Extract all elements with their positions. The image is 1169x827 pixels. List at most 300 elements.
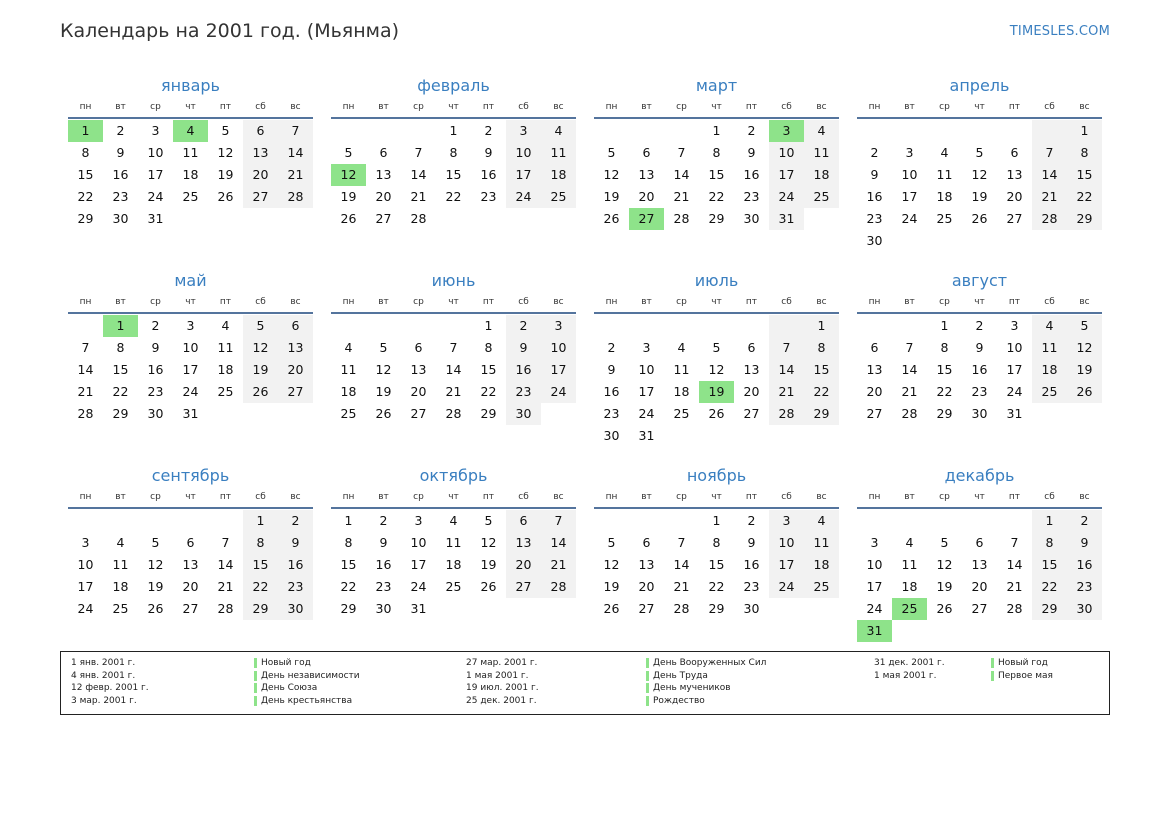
weekday-label: чт bbox=[185, 297, 196, 307]
empty-day-cell bbox=[997, 120, 1032, 142]
day-cell: 5 bbox=[940, 535, 949, 550]
day-cell: 25 bbox=[182, 189, 199, 204]
weekday-label: пн bbox=[605, 492, 618, 502]
holiday-day-cell: 4 bbox=[173, 120, 208, 142]
weekday-label: сб bbox=[1044, 297, 1055, 307]
day-cell: 4 bbox=[541, 120, 576, 142]
day-cell: 17 bbox=[866, 579, 883, 594]
legend-holiday-name: День Вооруженных Сил bbox=[653, 658, 767, 668]
day-cell: 12 bbox=[971, 167, 988, 182]
month-block bbox=[857, 465, 1102, 660]
day-cell: 30 bbox=[743, 601, 760, 616]
day-cell: 2 bbox=[278, 510, 313, 532]
day-cell: 20 bbox=[638, 189, 655, 204]
empty-day-cell bbox=[103, 510, 138, 532]
day-cell: 2 bbox=[747, 513, 756, 528]
day-cell: 20 bbox=[243, 164, 278, 186]
empty-day-cell bbox=[892, 120, 927, 142]
day-cell: 16 bbox=[866, 189, 883, 204]
day-cell: 28 bbox=[1032, 208, 1067, 230]
legend-date: 1 мая 2001 г. bbox=[874, 670, 937, 681]
day-cell: 19 bbox=[340, 189, 357, 204]
day-cell: 6 bbox=[870, 340, 879, 355]
day-cell: 14 bbox=[541, 532, 576, 554]
day-cell: 11 bbox=[445, 535, 462, 550]
weekday-label: вт bbox=[641, 102, 652, 112]
day-cell: 4 bbox=[804, 120, 839, 142]
day-cell: 2 bbox=[747, 123, 756, 138]
weekday-label: ср bbox=[413, 492, 424, 502]
legend-date: 19 июл. 2001 г. bbox=[466, 683, 539, 694]
day-cell: 9 bbox=[379, 535, 388, 550]
weekday-label: вт bbox=[115, 102, 126, 112]
day-cell: 4 bbox=[221, 318, 230, 333]
day-cell: 2 bbox=[116, 123, 125, 138]
weekday-label: чт bbox=[974, 492, 985, 502]
day-cell: 12 bbox=[375, 362, 392, 377]
day-cell: 8 bbox=[712, 535, 721, 550]
day-cell: 10 bbox=[769, 532, 804, 554]
day-cell: 20 bbox=[743, 384, 760, 399]
day-cell: 21 bbox=[673, 579, 690, 594]
legend-date: 1 мая 2001 г. bbox=[466, 670, 529, 681]
day-cell: 28 bbox=[278, 186, 313, 208]
day-cell: 3 bbox=[769, 510, 804, 532]
day-cell: 28 bbox=[769, 403, 804, 425]
day-cell: 27 bbox=[278, 381, 313, 403]
month-name: сентябрь bbox=[151, 466, 230, 485]
days-grid bbox=[68, 120, 313, 230]
weekday-label: вс bbox=[290, 297, 301, 307]
empty-day-cell bbox=[664, 315, 699, 337]
day-cell: 14 bbox=[901, 362, 918, 377]
day-cell: 11 bbox=[901, 557, 918, 572]
day-cell: 27 bbox=[182, 601, 199, 616]
day-cell: 28 bbox=[445, 406, 462, 421]
day-cell: 15 bbox=[708, 167, 725, 182]
day-cell: 30 bbox=[866, 233, 883, 248]
day-cell: 7 bbox=[677, 145, 686, 160]
legend-holiday-name: Новый год bbox=[261, 658, 311, 668]
day-cell: 2 bbox=[379, 513, 388, 528]
day-cell: 6 bbox=[379, 145, 388, 160]
weekday-label: сб bbox=[255, 102, 266, 112]
day-cell: 22 bbox=[340, 579, 357, 594]
day-cell: 13 bbox=[410, 362, 427, 377]
day-cell: 20 bbox=[638, 579, 655, 594]
day-cell: 19 bbox=[243, 359, 278, 381]
day-cell: 28 bbox=[77, 406, 94, 421]
weekday-header bbox=[594, 292, 839, 314]
weekday-label: вс bbox=[1079, 492, 1090, 502]
day-cell: 20 bbox=[506, 554, 541, 576]
weekday-label: ср bbox=[150, 297, 161, 307]
day-cell: 17 bbox=[182, 362, 199, 377]
day-cell: 3 bbox=[506, 120, 541, 142]
day-cell: 3 bbox=[642, 340, 651, 355]
day-cell: 4 bbox=[677, 340, 686, 355]
weekday-label: вт bbox=[641, 297, 652, 307]
day-cell: 5 bbox=[975, 145, 984, 160]
day-cell: 11 bbox=[182, 145, 199, 160]
day-cell: 7 bbox=[1010, 535, 1019, 550]
day-cell: 1 bbox=[712, 513, 721, 528]
day-cell: 24 bbox=[77, 601, 94, 616]
day-cell: 7 bbox=[414, 145, 423, 160]
day-cell: 6 bbox=[186, 535, 195, 550]
day-cell: 15 bbox=[77, 167, 94, 182]
day-cell: 29 bbox=[1032, 598, 1067, 620]
legend-holiday-name: День Труда bbox=[653, 670, 708, 681]
day-cell: 30 bbox=[506, 403, 541, 425]
day-cell: 31 bbox=[147, 211, 164, 226]
day-cell: 15 bbox=[1067, 164, 1102, 186]
month-block bbox=[68, 270, 313, 465]
day-cell: 5 bbox=[1067, 315, 1102, 337]
weekday-label: сб bbox=[518, 297, 529, 307]
empty-day-cell bbox=[892, 315, 927, 337]
day-cell: 27 bbox=[638, 601, 655, 616]
holiday-day-cell: 1 bbox=[103, 315, 138, 337]
day-cell: 1 bbox=[243, 510, 278, 532]
day-cell: 15 bbox=[445, 167, 462, 182]
day-cell: 18 bbox=[340, 384, 357, 399]
empty-day-cell bbox=[857, 315, 892, 337]
day-cell: 14 bbox=[1006, 557, 1023, 572]
day-cell: 6 bbox=[243, 120, 278, 142]
day-cell: 19 bbox=[375, 384, 392, 399]
day-cell: 10 bbox=[901, 167, 918, 182]
weekday-header bbox=[68, 487, 313, 509]
days-grid bbox=[857, 315, 1102, 425]
weekday-label: сб bbox=[255, 492, 266, 502]
legend-holiday-name: День крестьянства bbox=[261, 695, 353, 706]
weekday-label: вт bbox=[641, 492, 652, 502]
day-cell: 14 bbox=[410, 167, 427, 182]
weekday-label: вт bbox=[115, 297, 126, 307]
empty-day-cell bbox=[331, 120, 366, 142]
empty-day-cell bbox=[629, 120, 664, 142]
weekday-label: пн bbox=[868, 297, 881, 307]
day-cell: 14 bbox=[217, 557, 234, 572]
day-cell: 30 bbox=[743, 211, 760, 226]
day-cell: 27 bbox=[243, 186, 278, 208]
legend-holiday-name: Рождество bbox=[653, 695, 705, 706]
day-cell: 12 bbox=[480, 535, 497, 550]
day-cell: 29 bbox=[708, 601, 725, 616]
day-cell: 1 bbox=[484, 318, 493, 333]
day-cell: 3 bbox=[186, 318, 195, 333]
day-cell: 10 bbox=[541, 337, 576, 359]
weekday-label: ср bbox=[676, 102, 687, 112]
empty-day-cell bbox=[962, 120, 997, 142]
month-name: декабрь bbox=[944, 466, 1015, 485]
weekday-label: сб bbox=[781, 492, 792, 502]
days-grid bbox=[68, 315, 313, 425]
day-cell: 6 bbox=[1010, 145, 1019, 160]
month-block bbox=[68, 465, 313, 660]
day-cell: 13 bbox=[506, 532, 541, 554]
day-cell: 1 bbox=[1032, 510, 1067, 532]
weekday-label: ср bbox=[413, 297, 424, 307]
day-cell: 15 bbox=[936, 362, 953, 377]
day-cell: 20 bbox=[410, 384, 427, 399]
day-cell: 10 bbox=[769, 142, 804, 164]
day-cell: 3 bbox=[870, 535, 879, 550]
weekday-label: ср bbox=[939, 102, 950, 112]
day-cell: 19 bbox=[603, 189, 620, 204]
day-cell: 24 bbox=[410, 579, 427, 594]
empty-day-cell bbox=[366, 315, 401, 337]
month-name: апрель bbox=[949, 76, 1010, 95]
day-cell: 23 bbox=[1067, 576, 1102, 598]
day-cell: 13 bbox=[243, 142, 278, 164]
day-cell: 24 bbox=[769, 186, 804, 208]
site-link[interactable]: TIMESLES.COM bbox=[1009, 24, 1110, 39]
weekday-label: чт bbox=[711, 297, 722, 307]
empty-day-cell bbox=[769, 315, 804, 337]
empty-day-cell bbox=[664, 510, 699, 532]
day-cell: 20 bbox=[278, 359, 313, 381]
weekday-header bbox=[68, 97, 313, 119]
day-cell: 22 bbox=[1067, 186, 1102, 208]
day-cell: 12 bbox=[243, 337, 278, 359]
day-cell: 30 bbox=[112, 211, 129, 226]
day-cell: 25 bbox=[445, 579, 462, 594]
weekday-label: пт bbox=[482, 297, 495, 307]
day-cell: 26 bbox=[971, 211, 988, 226]
legend-date: 31 дек. 2001 г. bbox=[874, 658, 945, 668]
weekday-header bbox=[68, 292, 313, 314]
month-block bbox=[857, 270, 1102, 465]
holiday-day-cell: 12 bbox=[331, 164, 366, 186]
weekday-label: пн bbox=[605, 297, 618, 307]
weekday-label: чт bbox=[711, 102, 722, 112]
day-cell: 24 bbox=[769, 576, 804, 598]
weekday-label: ср bbox=[939, 492, 950, 502]
holiday-day-cell: 31 bbox=[857, 620, 892, 642]
day-cell: 30 bbox=[1067, 598, 1102, 620]
day-cell: 2 bbox=[151, 318, 160, 333]
day-cell: 5 bbox=[712, 340, 721, 355]
month-block bbox=[857, 75, 1102, 270]
day-cell: 25 bbox=[1032, 381, 1067, 403]
empty-day-cell bbox=[1032, 120, 1067, 142]
day-cell: 26 bbox=[243, 381, 278, 403]
day-cell: 26 bbox=[1067, 381, 1102, 403]
holiday-day-cell: 27 bbox=[629, 208, 664, 230]
day-cell: 16 bbox=[112, 167, 129, 182]
day-cell: 11 bbox=[112, 557, 129, 572]
day-cell: 5 bbox=[379, 340, 388, 355]
day-cell: 2 bbox=[607, 340, 616, 355]
day-cell: 17 bbox=[901, 189, 918, 204]
weekday-label: чт bbox=[448, 297, 459, 307]
day-cell: 26 bbox=[147, 601, 164, 616]
day-cell: 26 bbox=[480, 579, 497, 594]
day-cell: 9 bbox=[278, 532, 313, 554]
days-grid bbox=[331, 510, 576, 620]
day-cell: 2 bbox=[870, 145, 879, 160]
day-cell: 1 bbox=[712, 123, 721, 138]
empty-day-cell bbox=[997, 510, 1032, 532]
day-cell: 9 bbox=[607, 362, 616, 377]
day-cell: 4 bbox=[804, 510, 839, 532]
empty-day-cell bbox=[436, 315, 471, 337]
day-cell: 23 bbox=[480, 189, 497, 204]
weekday-label: сб bbox=[1044, 102, 1055, 112]
day-cell: 9 bbox=[151, 340, 160, 355]
day-cell: 23 bbox=[866, 211, 883, 226]
day-cell: 4 bbox=[344, 340, 353, 355]
day-cell: 25 bbox=[340, 406, 357, 421]
day-cell: 5 bbox=[344, 145, 353, 160]
day-cell: 5 bbox=[221, 123, 230, 138]
day-cell: 23 bbox=[375, 579, 392, 594]
day-cell: 6 bbox=[278, 315, 313, 337]
day-cell: 2 bbox=[975, 318, 984, 333]
day-cell: 27 bbox=[866, 406, 883, 421]
day-cell: 16 bbox=[278, 554, 313, 576]
holiday-day-cell: 19 bbox=[699, 381, 734, 403]
day-cell: 9 bbox=[484, 145, 493, 160]
weekday-label: чт bbox=[448, 102, 459, 112]
day-cell: 3 bbox=[414, 513, 423, 528]
day-cell: 4 bbox=[449, 513, 458, 528]
day-cell: 16 bbox=[480, 167, 497, 182]
month-name: октябрь bbox=[419, 466, 488, 485]
weekday-label: вс bbox=[1079, 102, 1090, 112]
day-cell: 25 bbox=[804, 576, 839, 598]
day-cell: 24 bbox=[541, 381, 576, 403]
day-cell: 22 bbox=[480, 384, 497, 399]
day-cell: 17 bbox=[1006, 362, 1023, 377]
day-cell: 21 bbox=[541, 554, 576, 576]
day-cell: 10 bbox=[410, 535, 427, 550]
day-cell: 27 bbox=[506, 576, 541, 598]
days-grid bbox=[594, 510, 839, 620]
day-cell: 23 bbox=[743, 579, 760, 594]
empty-day-cell bbox=[892, 510, 927, 532]
weekday-label: сб bbox=[518, 102, 529, 112]
day-cell: 21 bbox=[445, 384, 462, 399]
day-cell: 30 bbox=[147, 406, 164, 421]
day-cell: 13 bbox=[375, 167, 392, 182]
day-cell: 7 bbox=[677, 535, 686, 550]
day-cell: 30 bbox=[375, 601, 392, 616]
empty-day-cell bbox=[173, 510, 208, 532]
weekday-header bbox=[857, 292, 1102, 314]
day-cell: 24 bbox=[866, 601, 883, 616]
day-cell: 31 bbox=[638, 428, 655, 443]
weekday-header bbox=[331, 292, 576, 314]
holiday-legend bbox=[60, 651, 1110, 715]
empty-day-cell bbox=[138, 510, 173, 532]
day-cell: 31 bbox=[182, 406, 199, 421]
day-cell: 20 bbox=[182, 579, 199, 594]
day-cell: 24 bbox=[638, 406, 655, 421]
day-cell: 17 bbox=[147, 167, 164, 182]
page-title: Календарь на 2001 год. (Мьянма) bbox=[60, 20, 400, 42]
day-cell: 1 bbox=[940, 318, 949, 333]
day-cell: 12 bbox=[936, 557, 953, 572]
day-cell: 21 bbox=[410, 189, 427, 204]
day-cell: 15 bbox=[708, 557, 725, 572]
day-cell: 1 bbox=[1067, 120, 1102, 142]
weekday-header bbox=[331, 97, 576, 119]
day-cell: 9 bbox=[975, 340, 984, 355]
day-cell: 8 bbox=[804, 337, 839, 359]
day-cell: 25 bbox=[936, 211, 953, 226]
legend-date: 12 февр. 2001 г. bbox=[71, 683, 149, 694]
day-cell: 7 bbox=[769, 337, 804, 359]
day-cell: 31 bbox=[410, 601, 427, 616]
day-cell: 19 bbox=[480, 557, 497, 572]
day-cell: 26 bbox=[217, 189, 234, 204]
day-cell: 3 bbox=[1010, 318, 1019, 333]
day-cell: 22 bbox=[112, 384, 129, 399]
day-cell: 5 bbox=[243, 315, 278, 337]
day-cell: 29 bbox=[480, 406, 497, 421]
day-cell: 20 bbox=[375, 189, 392, 204]
weekday-label: вт bbox=[378, 102, 389, 112]
day-cell: 10 bbox=[638, 362, 655, 377]
legend-date: 1 янв. 2001 г. bbox=[71, 658, 136, 668]
day-cell: 14 bbox=[445, 362, 462, 377]
weekday-label: пт bbox=[745, 492, 758, 502]
weekday-label: чт bbox=[185, 102, 196, 112]
day-cell: 1 bbox=[344, 513, 353, 528]
days-grid bbox=[331, 120, 576, 230]
month-name: август bbox=[951, 271, 1008, 290]
day-cell: 22 bbox=[77, 189, 94, 204]
day-cell: 25 bbox=[217, 384, 234, 399]
day-cell: 8 bbox=[81, 145, 90, 160]
month-name: январь bbox=[161, 76, 220, 95]
day-cell: 17 bbox=[410, 557, 427, 572]
weekday-label: сб bbox=[781, 102, 792, 112]
month-name: июль bbox=[694, 271, 739, 290]
weekday-label: пт bbox=[219, 297, 232, 307]
day-cell: 28 bbox=[1006, 601, 1023, 616]
day-cell: 19 bbox=[603, 579, 620, 594]
weekday-label: ср bbox=[150, 102, 161, 112]
day-cell: 22 bbox=[708, 579, 725, 594]
weekday-label: вс bbox=[553, 102, 564, 112]
day-cell: 25 bbox=[112, 601, 129, 616]
day-cell: 21 bbox=[673, 189, 690, 204]
day-cell: 29 bbox=[77, 211, 94, 226]
weekday-header bbox=[857, 97, 1102, 119]
legend-holiday-name: День независимости bbox=[261, 670, 360, 681]
day-cell: 27 bbox=[971, 601, 988, 616]
day-cell: 31 bbox=[1006, 406, 1023, 421]
empty-day-cell bbox=[734, 315, 769, 337]
day-cell: 11 bbox=[936, 167, 953, 182]
weekday-label: ср bbox=[150, 492, 161, 502]
day-cell: 18 bbox=[804, 164, 839, 186]
day-cell: 11 bbox=[804, 532, 839, 554]
weekday-label: пн bbox=[868, 492, 881, 502]
legend-holiday-name: День мучеников bbox=[653, 683, 731, 694]
day-cell: 7 bbox=[541, 510, 576, 532]
day-cell: 15 bbox=[340, 557, 357, 572]
day-cell: 17 bbox=[769, 554, 804, 576]
day-cell: 26 bbox=[603, 211, 620, 226]
day-cell: 16 bbox=[603, 384, 620, 399]
day-cell: 18 bbox=[936, 189, 953, 204]
empty-day-cell bbox=[68, 315, 103, 337]
